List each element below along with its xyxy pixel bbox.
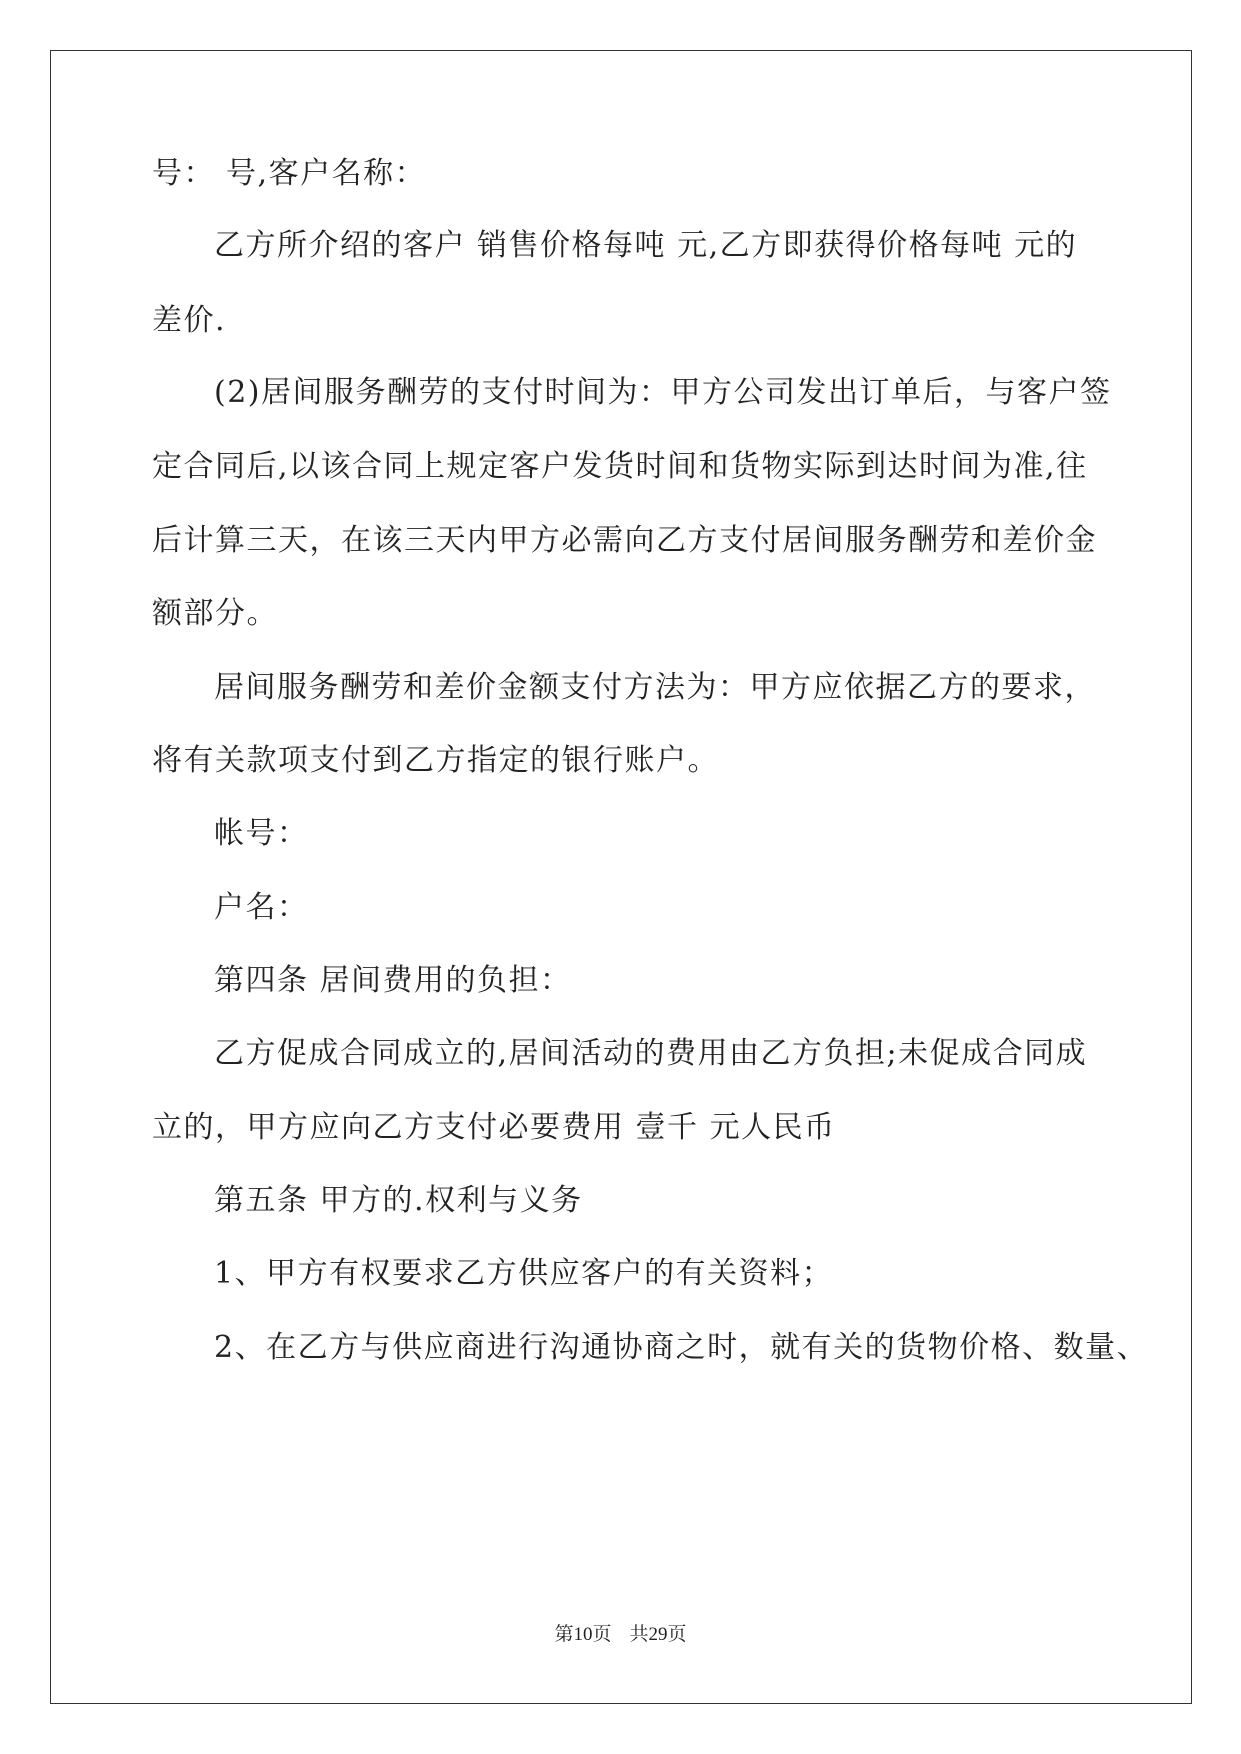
text-line-5: 定合同后,以该合同上规定客户发货时间和货物实际到达时间为准,往 [152,449,1088,484]
text-line-1: 号： 号,客户名称： [152,156,427,191]
text-line-13: 乙方促成合同成立的,居间活动的费用由乙方负担;未促成合同成 [214,1036,1088,1071]
text-line-14: 立的，甲方应向乙方支付必要费用 壹千 元人民币 [152,1110,836,1145]
text-line-15: 第五条 甲方的.权利与义务 [214,1183,583,1218]
text-line-11: 户名： [214,890,309,925]
page-footer [0,1623,1241,1647]
current-page-label: 第10页 [554,1624,612,1645]
text-line-7: 额部分。 [152,596,278,631]
text-line-3: 差价. [152,303,227,338]
text-line-2: 乙方所介绍的客户 销售价格每吨 元,乙方即获得价格每吨 元的 [214,228,1078,263]
text-line-8: 居间服务酬劳和差价金额支付方法为：甲方应依据乙方的要求， [214,670,1096,705]
text-line-4: (2)居间服务酬劳的支付时间为：甲方公司发出订单后，与客户签 [214,375,1112,410]
text-line-12: 第四条 居间费用的负担： [214,963,572,998]
page-border [50,50,1192,1704]
text-line-6: 后计算三天，在该三天内甲方必需向乙方支付居间服务酬劳和差价金 [152,523,1097,558]
text-line-17: 2、在乙方与供应商进行沟通协商之时，就有关的货物价格、数量、 [214,1330,1149,1365]
text-line-10: 帐号： [214,816,309,851]
total-pages-label: 共29页 [629,1624,687,1645]
text-line-16: 1、甲方有权要求乙方供应客户的有关资料； [214,1256,834,1291]
text-line-9: 将有关款项支付到乙方指定的银行账户。 [152,743,719,778]
